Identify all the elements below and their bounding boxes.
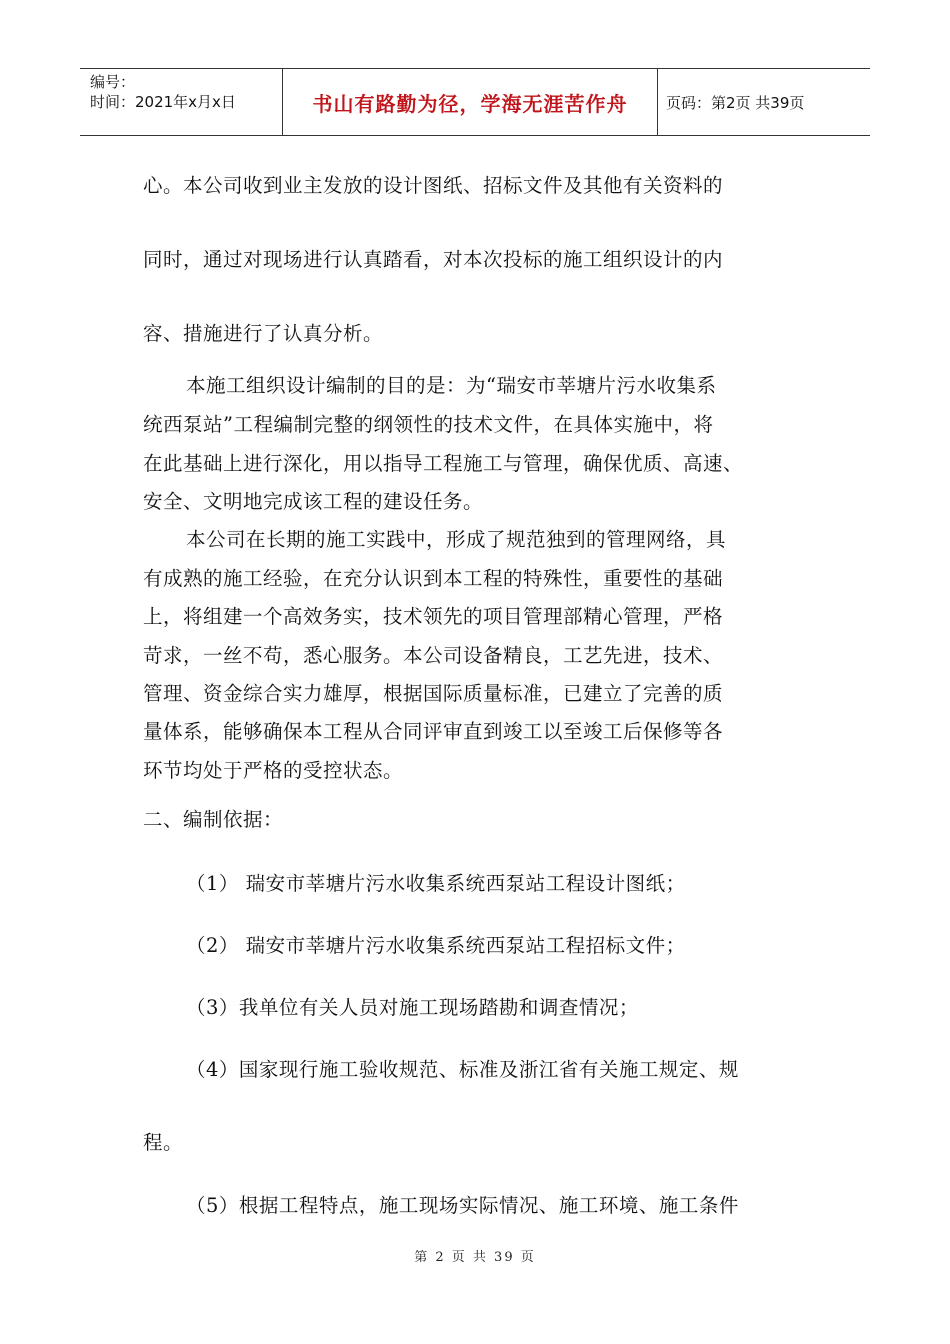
body-line: 在此基础上进行深化，用以指导工程施工与管理，确保优质、高速、 [143,452,744,475]
body-line: 有成熟的施工经验，在充分认识到本工程的特殊性，重要性的基础 [143,567,724,590]
list-item: （5）根据工程特点，施工现场实际情况、施工环境、施工条件 [186,1194,739,1217]
body-line: 同时，通过对现场进行认真踏看，对本次投标的施工组织设计的内 [143,248,724,271]
body-line: 统西泵站”工程编制完整的纲领性的技术文件，在具体实施中，将 [143,413,714,436]
list-item-continuation: 程。 [143,1131,184,1154]
list-item: （2） 瑞安市莘塘片污水收集系统西泵站工程招标文件； [186,934,686,957]
body-line: 上，将组建一个高效务实，技术领先的项目管理部精心管理，严格 [143,605,724,628]
body-line: 心。本公司收到业主发放的设计图纸、招标文件及其他有关资料的 [143,174,724,197]
body-line: 管理、资金综合实力雄厚，根据国际质量标准，已建立了完善的质 [143,682,724,705]
header-page-info: 页码：第2页 共39页 [666,93,805,112]
page-header [80,68,870,136]
header-time: 时间：2021年x月x日 [90,93,236,111]
body-line: 安全、文明地完成该工程的建设任务。 [143,490,484,513]
body-line: 环节均处于严格的受控状态。 [143,759,404,782]
body-line: 本施工组织设计编制的目的是：为“瑞安市莘塘片污水收集系 [186,374,717,397]
body-line: 苛求，一丝不苟，悉心服务。本公司设备精良，工艺先进，技术、 [143,644,724,667]
list-item: （3）我单位有关人员对施工现场踏勘和调查情况； [186,996,639,1019]
page-footer: 第 2 页 共 39 页 [414,1250,536,1265]
body-line: 量体系，能够确保本工程从合同评审直到竣工以至竣工后保修等各 [143,720,724,743]
body-line: 本公司在长期的施工实践中，形成了规范独到的管理网络，具 [186,528,727,551]
header-motto: 书山有路勤为径，学海无涯苦作舟 [282,69,658,135]
body-line: 容、措施进行了认真分析。 [143,322,384,345]
header-number: 编号： [90,73,136,91]
header-meta [80,69,282,135]
section-heading: 二、编制依据： [143,808,284,831]
list-item: （4）国家现行施工验收规范、标准及浙江省有关施工规定、规 [186,1058,739,1081]
list-item: （1） 瑞安市莘塘片污水收集系统西泵站工程设计图纸； [186,872,686,895]
